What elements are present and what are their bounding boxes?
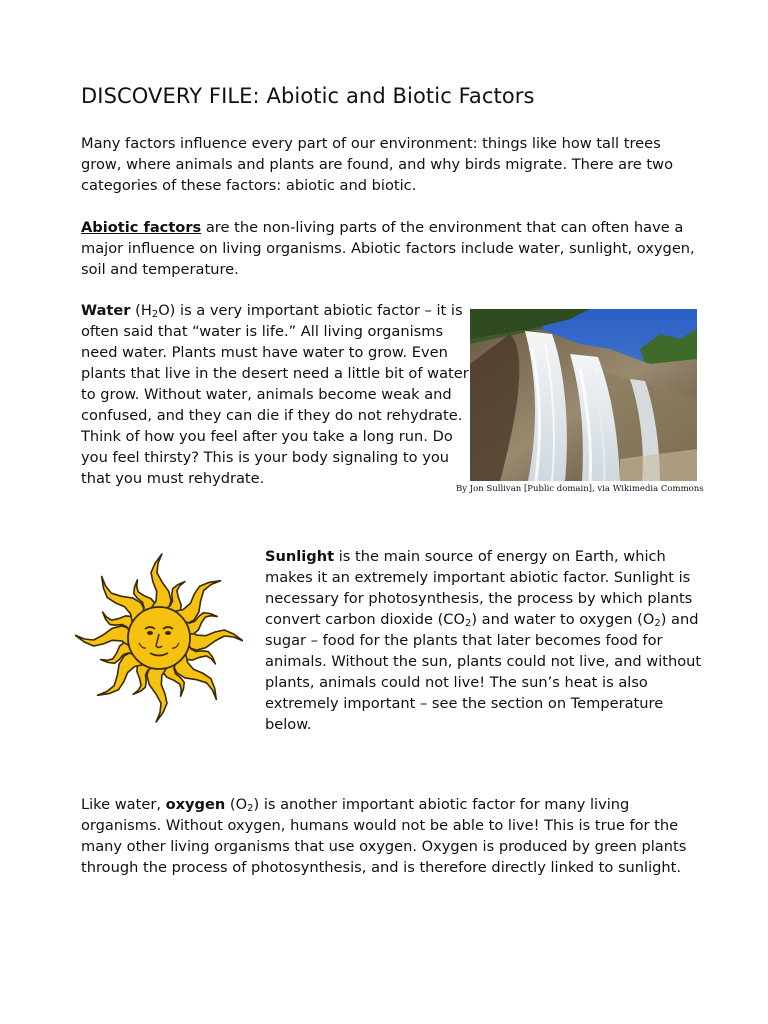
sunlight-paragraph	[265, 546, 705, 735]
intro-paragraph: Many factors influence every part of our environment: things like how tall trees grow, where animals and plants are found, and why birds migrate. There are two categories of these factors: abiotic and biotic.	[81, 135, 674, 194]
oxygen-formula-sub: 2	[247, 803, 254, 814]
abiotic-text: are the non-living parts of the environment that can often have a major influence on living organisms. Abiotic factors include water, sunlight, oxygen, soil and temperature.	[81, 219, 695, 278]
water-formula-sub: 2	[151, 309, 159, 320]
oxygen-lead: Like water,	[81, 796, 166, 813]
oxygen-text: ) is another important abiotic factor for many living organisms. Without oxygen, humans would not be able to live! This is true for the many other living organisms that use oxygen. Oxygen is produced by green plants through the process of photosynthesis, and is therefore directly linked to sunlight.	[81, 796, 687, 876]
sun-illustration	[75, 547, 243, 729]
water-term: Water	[81, 302, 131, 319]
sunlight-text-3: ) and sugar – food for the plants that later becomes food for animals. Without the sun, plants could not live, and without plants, animals could not live! The sun’s heat is also extremely important – see the section on Temperature below.	[265, 611, 702, 733]
oxygen-formula-open: (O	[225, 796, 248, 813]
abiotic-paragraph	[81, 217, 701, 280]
sunlight-term: Sunlight	[265, 548, 335, 565]
abiotic-term: Abiotic factors	[81, 219, 202, 236]
oxygen-term: oxygen	[165, 796, 226, 813]
sunlight-text-2: ) and water to oxygen (O	[471, 611, 655, 628]
sunlight-text-1: is the main source of energy on Earth, which makes it an extremely important abiotic factor. Sunlight is necessary for photosynthesis, the process by which plants convert carbon dioxide (CO	[265, 548, 693, 628]
waterfall-photo	[470, 309, 697, 481]
water-paragraph	[81, 300, 471, 489]
water-formula-close: O)	[158, 302, 176, 319]
page-title: DISCOVERY FILE: Abiotic and Biotic Factors	[81, 84, 535, 108]
water-formula-open: (H	[130, 302, 152, 319]
sunlight-sub-1: 2	[464, 618, 472, 629]
oxygen-paragraph	[81, 794, 701, 878]
sunlight-sub-2: 2	[654, 618, 661, 629]
photo-credit: By Jon Sullivan [Public domain], via Wikimedia Commons	[456, 484, 704, 494]
water-text: is a very important abiotic factor – it is often said that “water is life.” All living organisms need water. Plants must have water to grow. Even plants that live in the desert need a little bit of water to grow. Without water, animals become weak and confused, and they can die if they do not rehydrate. Think of how you feel after you take a long run. Do you feel thirsty? This is your body signaling to you that you must rehydrate.	[81, 302, 469, 487]
